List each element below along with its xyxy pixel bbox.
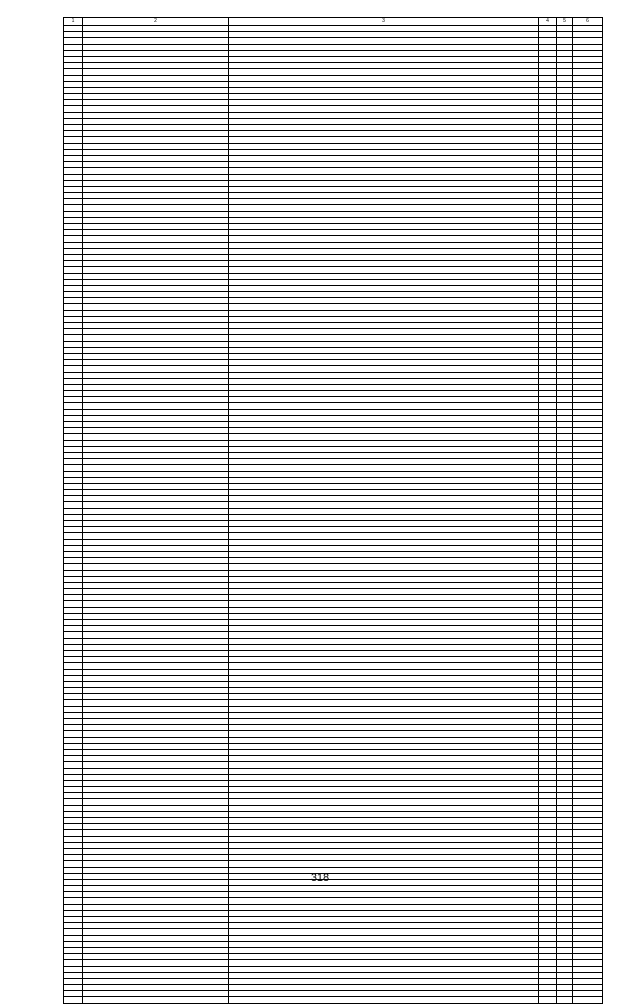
- header-cell-col2: 2: [83, 18, 229, 26]
- header-row: [64, 18, 603, 26]
- header-cell-col6: 6: [573, 18, 603, 26]
- table-cell-col4: [539, 997, 557, 1003]
- header-cell-col4: 4: [539, 18, 557, 26]
- repair-plan-table: [63, 17, 603, 1004]
- header-cell-col1: 1: [64, 18, 83, 26]
- table-cell-col5: [557, 997, 573, 1003]
- table-body: [64, 26, 603, 1004]
- table-cell-col1: [64, 997, 83, 1003]
- register-table: [63, 17, 589, 1004]
- page-number: 318: [310, 872, 330, 884]
- table-row: [64, 997, 603, 1003]
- header-cell-col5: 5: [557, 18, 573, 26]
- table-cell-col2: [83, 997, 229, 1003]
- table-cell-col3: [229, 997, 539, 1003]
- header-cell-col3: 3: [229, 18, 539, 26]
- table-cell-col6: [573, 997, 603, 1003]
